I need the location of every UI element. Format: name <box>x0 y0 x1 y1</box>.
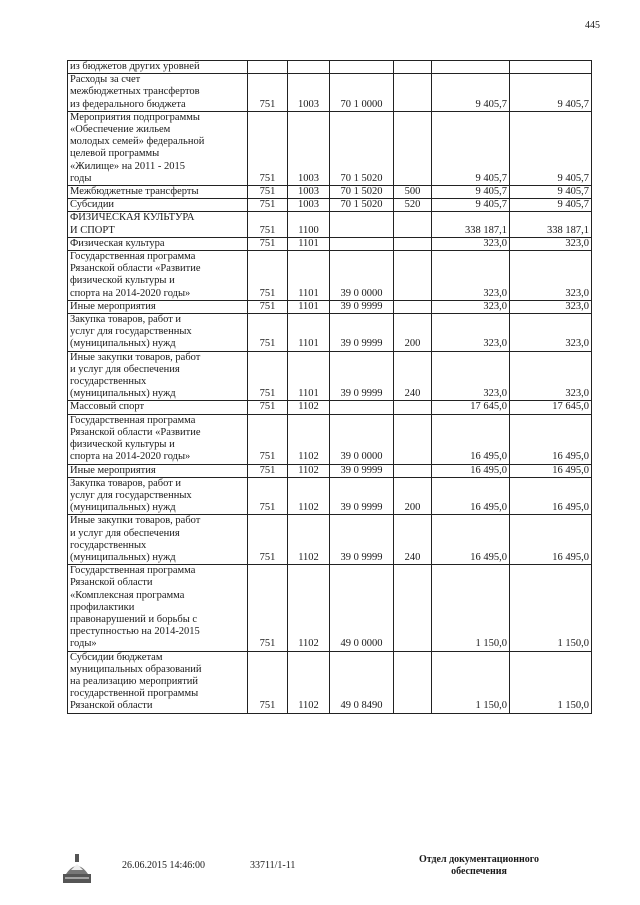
cell-amount-1: 16 495,0 <box>432 515 510 565</box>
cell-department-code: 751 <box>248 251 288 301</box>
table-row <box>68 61 592 74</box>
cell-amount-1: 323,0 <box>432 314 510 352</box>
cell-amount-1: 9 405,7 <box>432 111 510 185</box>
cell-department-code: 751 <box>248 111 288 185</box>
footer <box>0 848 640 888</box>
coat-of-arms-icon <box>62 852 92 884</box>
cell-expense-type <box>394 651 432 713</box>
cell-amount-2: 9 405,7 <box>510 199 592 212</box>
cell-amount-2: 16 495,0 <box>510 477 592 515</box>
cell-expense-type: 520 <box>394 199 432 212</box>
cell-department-code: 751 <box>248 314 288 352</box>
cell-name: Государственная программа Рязанской области «Развитие физической культуры и спорта на 2014-2020 годы» <box>68 251 248 301</box>
table-row <box>68 237 592 250</box>
cell-section-code: 1003 <box>288 199 330 212</box>
cell-expense-type <box>394 300 432 313</box>
cell-amount-2: 338 187,1 <box>510 212 592 237</box>
cell-section-code: 1102 <box>288 477 330 515</box>
cell-expense-type <box>394 464 432 477</box>
cell-department-code: 751 <box>248 300 288 313</box>
cell-target-article: 70 1 5020 <box>330 111 394 185</box>
table-row <box>68 477 592 515</box>
table-row <box>68 300 592 313</box>
cell-department-code: 751 <box>248 477 288 515</box>
cell-department-code: 751 <box>248 186 288 199</box>
cell-amount-2: 323,0 <box>510 351 592 401</box>
cell-amount-1: 9 405,7 <box>432 74 510 112</box>
cell-name: Межбюджетные трансферты <box>68 186 248 199</box>
table-row <box>68 414 592 464</box>
table-row <box>68 401 592 414</box>
cell-expense-type <box>394 111 432 185</box>
cell-expense-type: 200 <box>394 314 432 352</box>
cell-expense-type: 240 <box>394 515 432 565</box>
table-row <box>68 186 592 199</box>
cell-expense-type <box>394 414 432 464</box>
cell-amount-2: 9 405,7 <box>510 186 592 199</box>
cell-target-article: 39 0 0000 <box>330 414 394 464</box>
cell-name: Субсидии бюджетам муниципальных образований на реализацию мероприятий государственной программы Рязанской области <box>68 651 248 713</box>
cell-amount-1: 16 495,0 <box>432 477 510 515</box>
cell-amount-1: 338 187,1 <box>432 212 510 237</box>
cell-amount-2: 1 150,0 <box>510 565 592 651</box>
table-row <box>68 212 592 237</box>
cell-target-article: 70 1 5020 <box>330 199 394 212</box>
cell-amount-2: 17 645,0 <box>510 401 592 414</box>
cell-name: Расходы за счет межбюджетных трансфертов из федерального бюджета <box>68 74 248 112</box>
cell-name: Государственная программа Рязанской области «Развитие физической культуры и спорта на 2014-2020 годы» <box>68 414 248 464</box>
cell-section-code: 1102 <box>288 651 330 713</box>
cell-amount-1: 323,0 <box>432 237 510 250</box>
cell-department-code: 751 <box>248 212 288 237</box>
cell-section-code: 1101 <box>288 314 330 352</box>
table-row <box>68 251 592 301</box>
cell-amount-2: 1 150,0 <box>510 651 592 713</box>
cell-department-code: 751 <box>248 565 288 651</box>
cell-section-code: 1101 <box>288 237 330 250</box>
cell-target-article: 39 0 9999 <box>330 464 394 477</box>
cell-name: Иные закупки товаров, работ и услуг для обеспечения государственных (муниципальных) нужд <box>68 351 248 401</box>
cell-expense-type: 200 <box>394 477 432 515</box>
cell-department-code: 751 <box>248 464 288 477</box>
cell-expense-type <box>394 401 432 414</box>
cell-amount-2: 323,0 <box>510 300 592 313</box>
cell-target-article: 39 0 0000 <box>330 251 394 301</box>
cell-name: Государственная программа Рязанской области «Комплексная программа профилактики правонарушений и борьбы с преступностью на 2014-2015 годы» <box>68 565 248 651</box>
cell-expense-type <box>394 565 432 651</box>
cell-expense-type <box>394 251 432 301</box>
table-row <box>68 464 592 477</box>
cell-section-code: 1101 <box>288 251 330 301</box>
cell-section-code: 1003 <box>288 74 330 112</box>
cell-name: Закупка товаров, работ и услуг для государственных (муниципальных) нужд <box>68 314 248 352</box>
cell-name: Физическая культура <box>68 237 248 250</box>
cell-section-code: 1102 <box>288 464 330 477</box>
budget-table <box>67 60 592 714</box>
cell-amount-2: 323,0 <box>510 237 592 250</box>
footer-code: 33711/1-11 <box>250 860 296 871</box>
cell-department-code: 751 <box>248 414 288 464</box>
cell-amount-2: 16 495,0 <box>510 515 592 565</box>
cell-department-code: 751 <box>248 199 288 212</box>
cell-target-article <box>330 212 394 237</box>
cell-section-code: 1102 <box>288 515 330 565</box>
cell-section-code: 1003 <box>288 186 330 199</box>
cell-name: Мероприятия подпрограммы «Обеспечение жильем молодых семей» федеральной целевой программы «Жилище» на 2011 - 2015 годы <box>68 111 248 185</box>
table-body <box>68 61 592 714</box>
cell-section-code: 1102 <box>288 414 330 464</box>
cell-name: Иные мероприятия <box>68 300 248 313</box>
cell-amount-1: 16 495,0 <box>432 464 510 477</box>
cell-amount-2: 9 405,7 <box>510 111 592 185</box>
cell-amount-2: 9 405,7 <box>510 74 592 112</box>
page-number: 445 <box>585 20 600 31</box>
cell-amount-2: 16 495,0 <box>510 464 592 477</box>
cell-amount-2: 323,0 <box>510 251 592 301</box>
cell-amount-1: 1 150,0 <box>432 651 510 713</box>
table-row <box>68 314 592 352</box>
cell-section-code: 1100 <box>288 212 330 237</box>
cell-amount-1: 9 405,7 <box>432 199 510 212</box>
cell-name: Массовый спорт <box>68 401 248 414</box>
cell-department-code: 751 <box>248 651 288 713</box>
footer-date: 26.06.2015 14:46:00 <box>122 860 206 871</box>
cell-target-article: 39 0 9999 <box>330 351 394 401</box>
cell-amount-1: 9 405,7 <box>432 186 510 199</box>
cell-name: Иные мероприятия <box>68 464 248 477</box>
cell-department-code: 751 <box>248 74 288 112</box>
cell-amount-2: 16 495,0 <box>510 414 592 464</box>
cell-amount-1: 323,0 <box>432 251 510 301</box>
cell-target-article: 49 0 0000 <box>330 565 394 651</box>
table-row <box>68 199 592 212</box>
cell-target-article: 39 0 9999 <box>330 300 394 313</box>
cell-target-article: 70 1 0000 <box>330 74 394 112</box>
table-row <box>68 111 592 185</box>
table-row <box>68 515 592 565</box>
table-row <box>68 651 592 713</box>
table-row <box>68 565 592 651</box>
cell-amount-2: 323,0 <box>510 314 592 352</box>
footer-department: Отдел документационного обеспечения <box>418 854 540 877</box>
cell-expense-type <box>394 212 432 237</box>
table-row <box>68 74 592 112</box>
cell-expense-type <box>394 237 432 250</box>
cell-target-article: 39 0 9999 <box>330 314 394 352</box>
cell-section-code: 1101 <box>288 300 330 313</box>
cell-section-code: 1003 <box>288 111 330 185</box>
cell-name: Иные закупки товаров, работ и услуг для обеспечения государственных (муниципальных) нужд <box>68 515 248 565</box>
cell-department-code: 751 <box>248 515 288 565</box>
cell-amount-1: 1 150,0 <box>432 565 510 651</box>
cell-target-article <box>330 237 394 250</box>
cell-section-code: 1102 <box>288 401 330 414</box>
cell-target-article: 49 0 8490 <box>330 651 394 713</box>
cell-section-code: 1101 <box>288 351 330 401</box>
cell-department-code <box>248 61 288 74</box>
cell-name: Субсидии <box>68 199 248 212</box>
cell-amount-1: 323,0 <box>432 300 510 313</box>
cell-expense-type: 500 <box>394 186 432 199</box>
cell-name: из бюджетов других уровней <box>68 61 248 74</box>
cell-target-article: 70 1 5020 <box>330 186 394 199</box>
cell-amount-1: 16 495,0 <box>432 414 510 464</box>
cell-amount-1 <box>432 61 510 74</box>
cell-target-article <box>330 61 394 74</box>
cell-amount-1: 17 645,0 <box>432 401 510 414</box>
cell-target-article: 39 0 9999 <box>330 477 394 515</box>
table-row <box>68 351 592 401</box>
cell-amount-1: 323,0 <box>432 351 510 401</box>
cell-expense-type: 240 <box>394 351 432 401</box>
cell-department-code: 751 <box>248 351 288 401</box>
cell-department-code: 751 <box>248 401 288 414</box>
cell-target-article <box>330 401 394 414</box>
cell-expense-type <box>394 74 432 112</box>
cell-section-code <box>288 61 330 74</box>
cell-expense-type <box>394 61 432 74</box>
cell-amount-2 <box>510 61 592 74</box>
cell-section-code: 1102 <box>288 565 330 651</box>
cell-department-code: 751 <box>248 237 288 250</box>
cell-target-article: 39 0 9999 <box>330 515 394 565</box>
cell-name: ФИЗИЧЕСКАЯ КУЛЬТУРА И СПОРТ <box>68 212 248 237</box>
cell-name: Закупка товаров, работ и услуг для государственных (муниципальных) нужд <box>68 477 248 515</box>
